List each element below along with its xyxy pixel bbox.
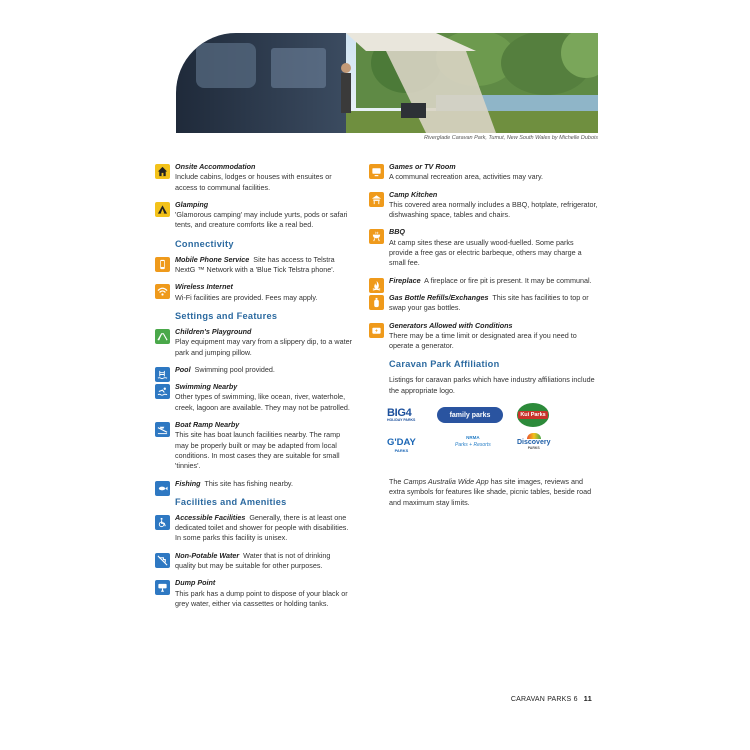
entry-desc: Site has access to Telstra NextG ™ Network with a 'Blue Tick Telstra phone'. [175,254,335,275]
page-number: 11 [583,694,592,703]
legend-entry-playground [155,327,353,358]
legend-entry-wireless-internet [155,282,353,303]
entry-desc: Play equipment may vary from a slippery dip, to a water park and jumping pillow. [175,337,352,357]
wheelchair-icon [155,515,170,530]
entry-title: Accessible Facilities [175,512,246,522]
entry-title: Generators Allowed with Conditions [389,320,513,330]
tent-icon [155,202,170,217]
legend-entry-games-tv-room [369,162,599,183]
entry-title: Glamping [175,199,209,209]
entry-title: Gas Bottle Refills/Exchanges [389,292,489,302]
wifi-icon [155,284,170,299]
discovery-parks-logo: Discovery PARKS [517,433,550,450]
entry-desc: This site has facilities to top or swap your gas bottles. [389,292,589,313]
entry-desc: Other types of swimming, like ocean, river, waterhole, creek, lagoon are available. They may not be patrolled. [175,392,350,412]
entry-title: Fireplace [389,275,421,285]
entry-desc: This covered area normally includes a BBQ, hotplate, refrigerator, dishwashing space, tables and chairs. [389,199,598,220]
legend-entry-mobile-phone [155,255,353,276]
entry-desc: At camp sites these are usually wood-fuelled. Some parks provide a free gas or electric barbeque, others may charge a small fee. [389,237,582,268]
pool-icon [155,367,170,382]
left-column [155,162,353,616]
bbq-icon [369,229,384,244]
entry-title: BBQ [389,227,405,237]
right-column [369,162,599,515]
legend-entry-non-potable-water [155,551,353,572]
page-footer [511,694,592,703]
family-parks-logo: family parks [437,407,503,423]
boat-ramp-icon [155,422,170,437]
section-heading-affiliation: Caravan Park Affiliation [389,359,500,370]
gas-bottle-icon [369,295,384,310]
entry-desc: Include cabins, lodges or houses with ensuites or access to communal facilities. [175,172,332,192]
legend-entry-bbq [369,227,599,268]
entry-desc: Wi-Fi facilities are provided. Fees may apply. [175,292,318,302]
section-heading-connectivity: Connectivity [175,238,234,249]
fish-icon [155,481,170,496]
entry-desc: Water that is not of drinking quality but may be suitable for other purposes. [175,550,331,571]
swimmer-icon [155,384,170,399]
gday-parks-logo: G'DAY PARKS [387,437,416,454]
legend-entry-fireplace [369,276,599,286]
nrma-parks-logo: NRMA Parks + Resorts [455,435,491,449]
non-potable-water-icon [155,553,170,568]
entry-desc: A fireplace or fire pit is present. It may be communal. [424,275,592,285]
legend-entry-swimming-nearby [155,382,353,413]
app-text: The Camps Australia Wide App has site images, reviews and extra symbols for features like shade, picnic tables, beside road and maximum stay limits. [389,477,592,507]
entry-title: Pool [175,364,191,374]
entry-desc: This site has boat launch facilities nearby. The ramp may be properly built or may be adapted from local conditions. In most cases they are suitable for small 'tinnies'. [175,430,341,471]
section-heading-settings: Settings and Features [175,310,278,321]
entry-title: Games or TV Room [389,162,456,171]
entry-title: Non-Potable Water [175,550,240,560]
entry-title: Dump Point [175,578,216,588]
section-heading-facilities: Facilities and Amenities [175,496,287,507]
legend-entry-gas-bottle [369,293,599,314]
entry-desc: This site has fishing nearby. [204,478,293,488]
fire-icon [369,278,384,293]
tv-icon [369,164,384,179]
big4-logo: BIG4 HOLIDAY PARKS [387,407,416,423]
entry-title: Children's Playground [175,326,252,336]
entry-title: Boat Ramp Nearby [175,420,240,430]
legend-entry-pool [155,365,353,375]
legend-entry-boat-ramp [155,420,353,471]
legend-entry-onsite-accommodation [155,162,353,193]
house-icon [155,164,170,179]
generator-icon [369,323,384,338]
header-photo [176,33,598,133]
entry-title: Mobile Phone Service [175,254,250,264]
app-name: Camps Australia Wide App [403,477,489,487]
legend-entry-dump-point [155,578,353,609]
entry-desc: Swimming pool provided. [194,364,275,374]
kui-parks-logo: Kui Parks [517,403,549,427]
dump-point-icon [155,580,170,595]
entry-title: Onsite Accommodation [175,162,256,171]
legend-entry-glamping [155,200,353,231]
footer-title: CARAVAN PARKS 6 [510,696,578,703]
kitchen-icon [369,192,384,207]
entry-desc: 'Glamorous camping' may include yurts, pods or safari tents, and creature comforts like a real bed. [175,210,348,230]
entry-title: Fishing [175,478,201,488]
legend-entry-generators [369,321,599,352]
legend-entry-fishing [155,479,353,489]
entry-title: Wireless Internet [175,282,233,292]
entry-title: Camp Kitchen [389,189,438,199]
entry-desc: Generally, there is at least one dedicated toilet and shower for people with disabilities. In some parks this facility is unisex. [175,512,349,543]
playground-icon [155,329,170,344]
entry-desc: There may be a time limit or designated area if you need to operate a generator. [389,330,577,351]
entry-desc: A communal recreation area, activities may vary. [389,172,544,182]
entry-desc: This park has a dump point to dispose of your black or grey water, either via cassettes or holding tanks. [175,588,348,608]
legend-entry-accessible-facilities [155,513,353,544]
legend-entry-camp-kitchen [369,190,599,221]
affiliation-text: Listings for caravan parks which have industry affiliations include the appropriate logo. [389,375,595,395]
affiliation-logos [369,403,599,463]
mobile-phone-icon [155,257,170,272]
entry-title: Swimming Nearby [175,382,238,392]
photo-caption: Riverglade Caravan Park, Tumut, New South Wales by Michelle Dubois [423,135,598,141]
